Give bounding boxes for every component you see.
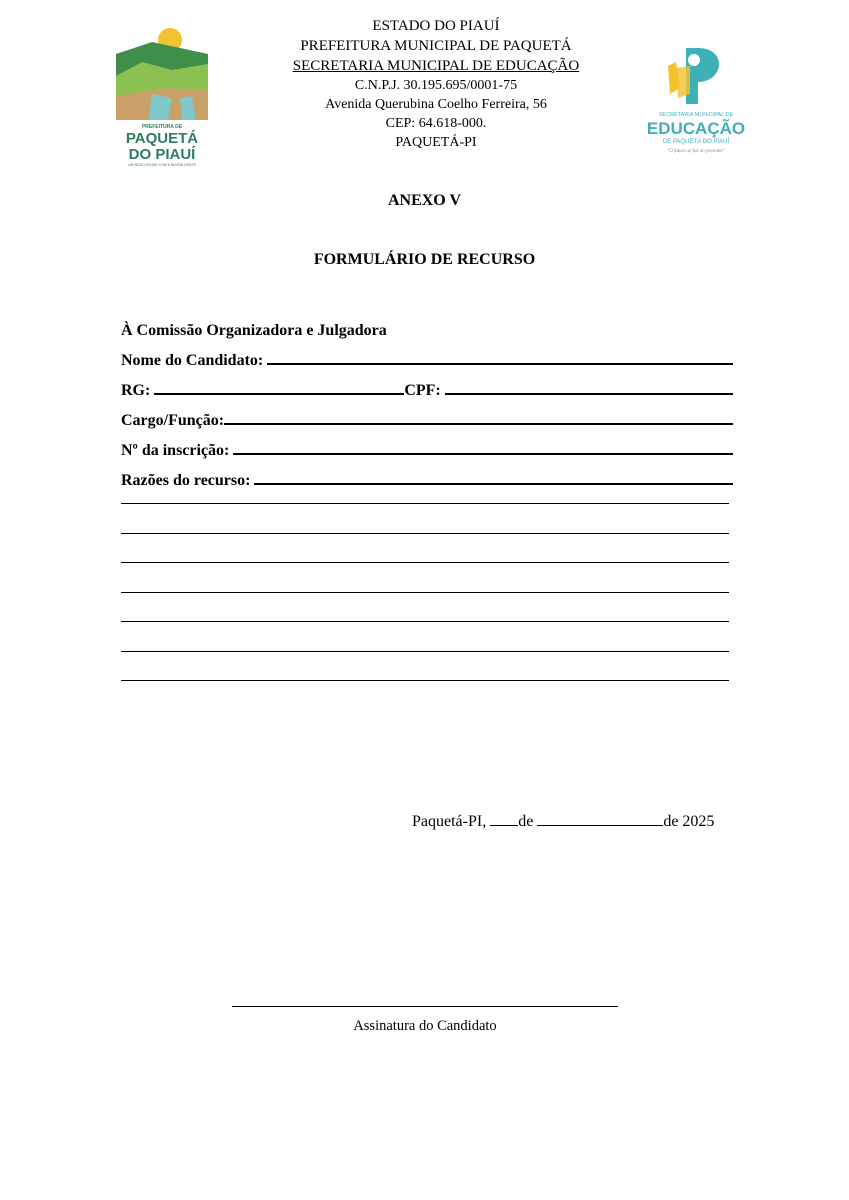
header-state: ESTADO DO PIAUÍ <box>372 18 500 34</box>
header-cnpj: C.N.P.J. 30.195.695/0001-75 <box>354 78 518 93</box>
header-prefeitura: PREFEITURA MUNICIPAL DE PAQUETÁ <box>300 38 572 54</box>
header-cep: CEP: 64.618-000. <box>385 116 487 131</box>
candidate-name-row <box>121 340 733 370</box>
addressee: À Comissão Organizadora e Julgadora <box>121 322 387 339</box>
header-address: Avenida Querubina Coelho Ferreira, 56 <box>325 97 547 112</box>
addressee-row <box>121 310 733 340</box>
reasons-row <box>121 460 733 490</box>
day-field[interactable] <box>490 811 518 826</box>
appeal-form <box>121 310 733 490</box>
secretaria-educacao-logo <box>646 44 746 164</box>
position-label: Cargo/Função: <box>121 412 225 429</box>
annex-title: ANEXO V <box>387 192 462 209</box>
logo-sub: DE PAQUETÁ DO PIAUÍ <box>662 139 730 145</box>
logo-name-line2: DO PIAUÍ <box>128 146 196 163</box>
prefeitura-paqueta-logo <box>112 24 212 168</box>
date-place: Paquetá-PI, <box>412 813 487 830</box>
signature-line[interactable] <box>232 1006 618 1007</box>
date-de-1: de <box>518 813 534 830</box>
rg-cpf-row <box>121 370 733 400</box>
cpf-label: CPF: <box>404 382 441 399</box>
logo-tagline: UM NOVO OLHAR COM A NOSSA GENTE <box>128 163 196 167</box>
candidate-name-label: Nome do Candidato: <box>121 352 264 369</box>
logo-top-text: SECRETARIA MUNICIPAL DE <box>658 112 734 118</box>
rg-field[interactable] <box>154 393 404 395</box>
registration-label: Nº da inscrição: <box>121 442 230 459</box>
reason-line[interactable] <box>121 592 729 593</box>
candidate-name-field[interactable] <box>267 363 733 365</box>
reason-line[interactable] <box>121 680 729 681</box>
reason-line[interactable] <box>121 533 729 534</box>
registration-row <box>121 430 733 460</box>
rg-label: RG: <box>121 382 151 399</box>
signature-label: Assinatura do Candidato <box>353 1018 497 1034</box>
reason-line[interactable] <box>121 503 729 504</box>
document-header <box>250 16 622 152</box>
header-secretaria: SECRETARIA MUNICIPAL DE EDUCAÇÃO <box>292 58 580 74</box>
registration-field[interactable] <box>233 453 733 455</box>
month-field[interactable] <box>537 811 663 826</box>
logo-tagline: "O futuro se faz no presente" <box>667 149 725 154</box>
position-row <box>121 400 733 430</box>
logo-name-line1: PAQUETÁ <box>125 130 199 147</box>
position-field[interactable] <box>224 423 733 425</box>
logo-top-text: PREFEITURA DE <box>141 124 183 130</box>
reason-line[interactable] <box>121 651 729 652</box>
reason-line[interactable] <box>121 621 729 622</box>
form-title: FORMULÁRIO DE RECURSO <box>313 251 536 268</box>
date-de-2: de 2025 <box>663 813 715 830</box>
reasons-label: Razões do recurso: <box>121 472 251 489</box>
logo-name: EDUCAÇÃO <box>646 119 746 138</box>
reason-line[interactable] <box>121 562 729 563</box>
cpf-field[interactable] <box>445 393 733 395</box>
date-line <box>412 811 714 831</box>
reasons-field[interactable] <box>254 483 733 485</box>
header-city: PAQUETÁ-PI <box>395 135 477 150</box>
